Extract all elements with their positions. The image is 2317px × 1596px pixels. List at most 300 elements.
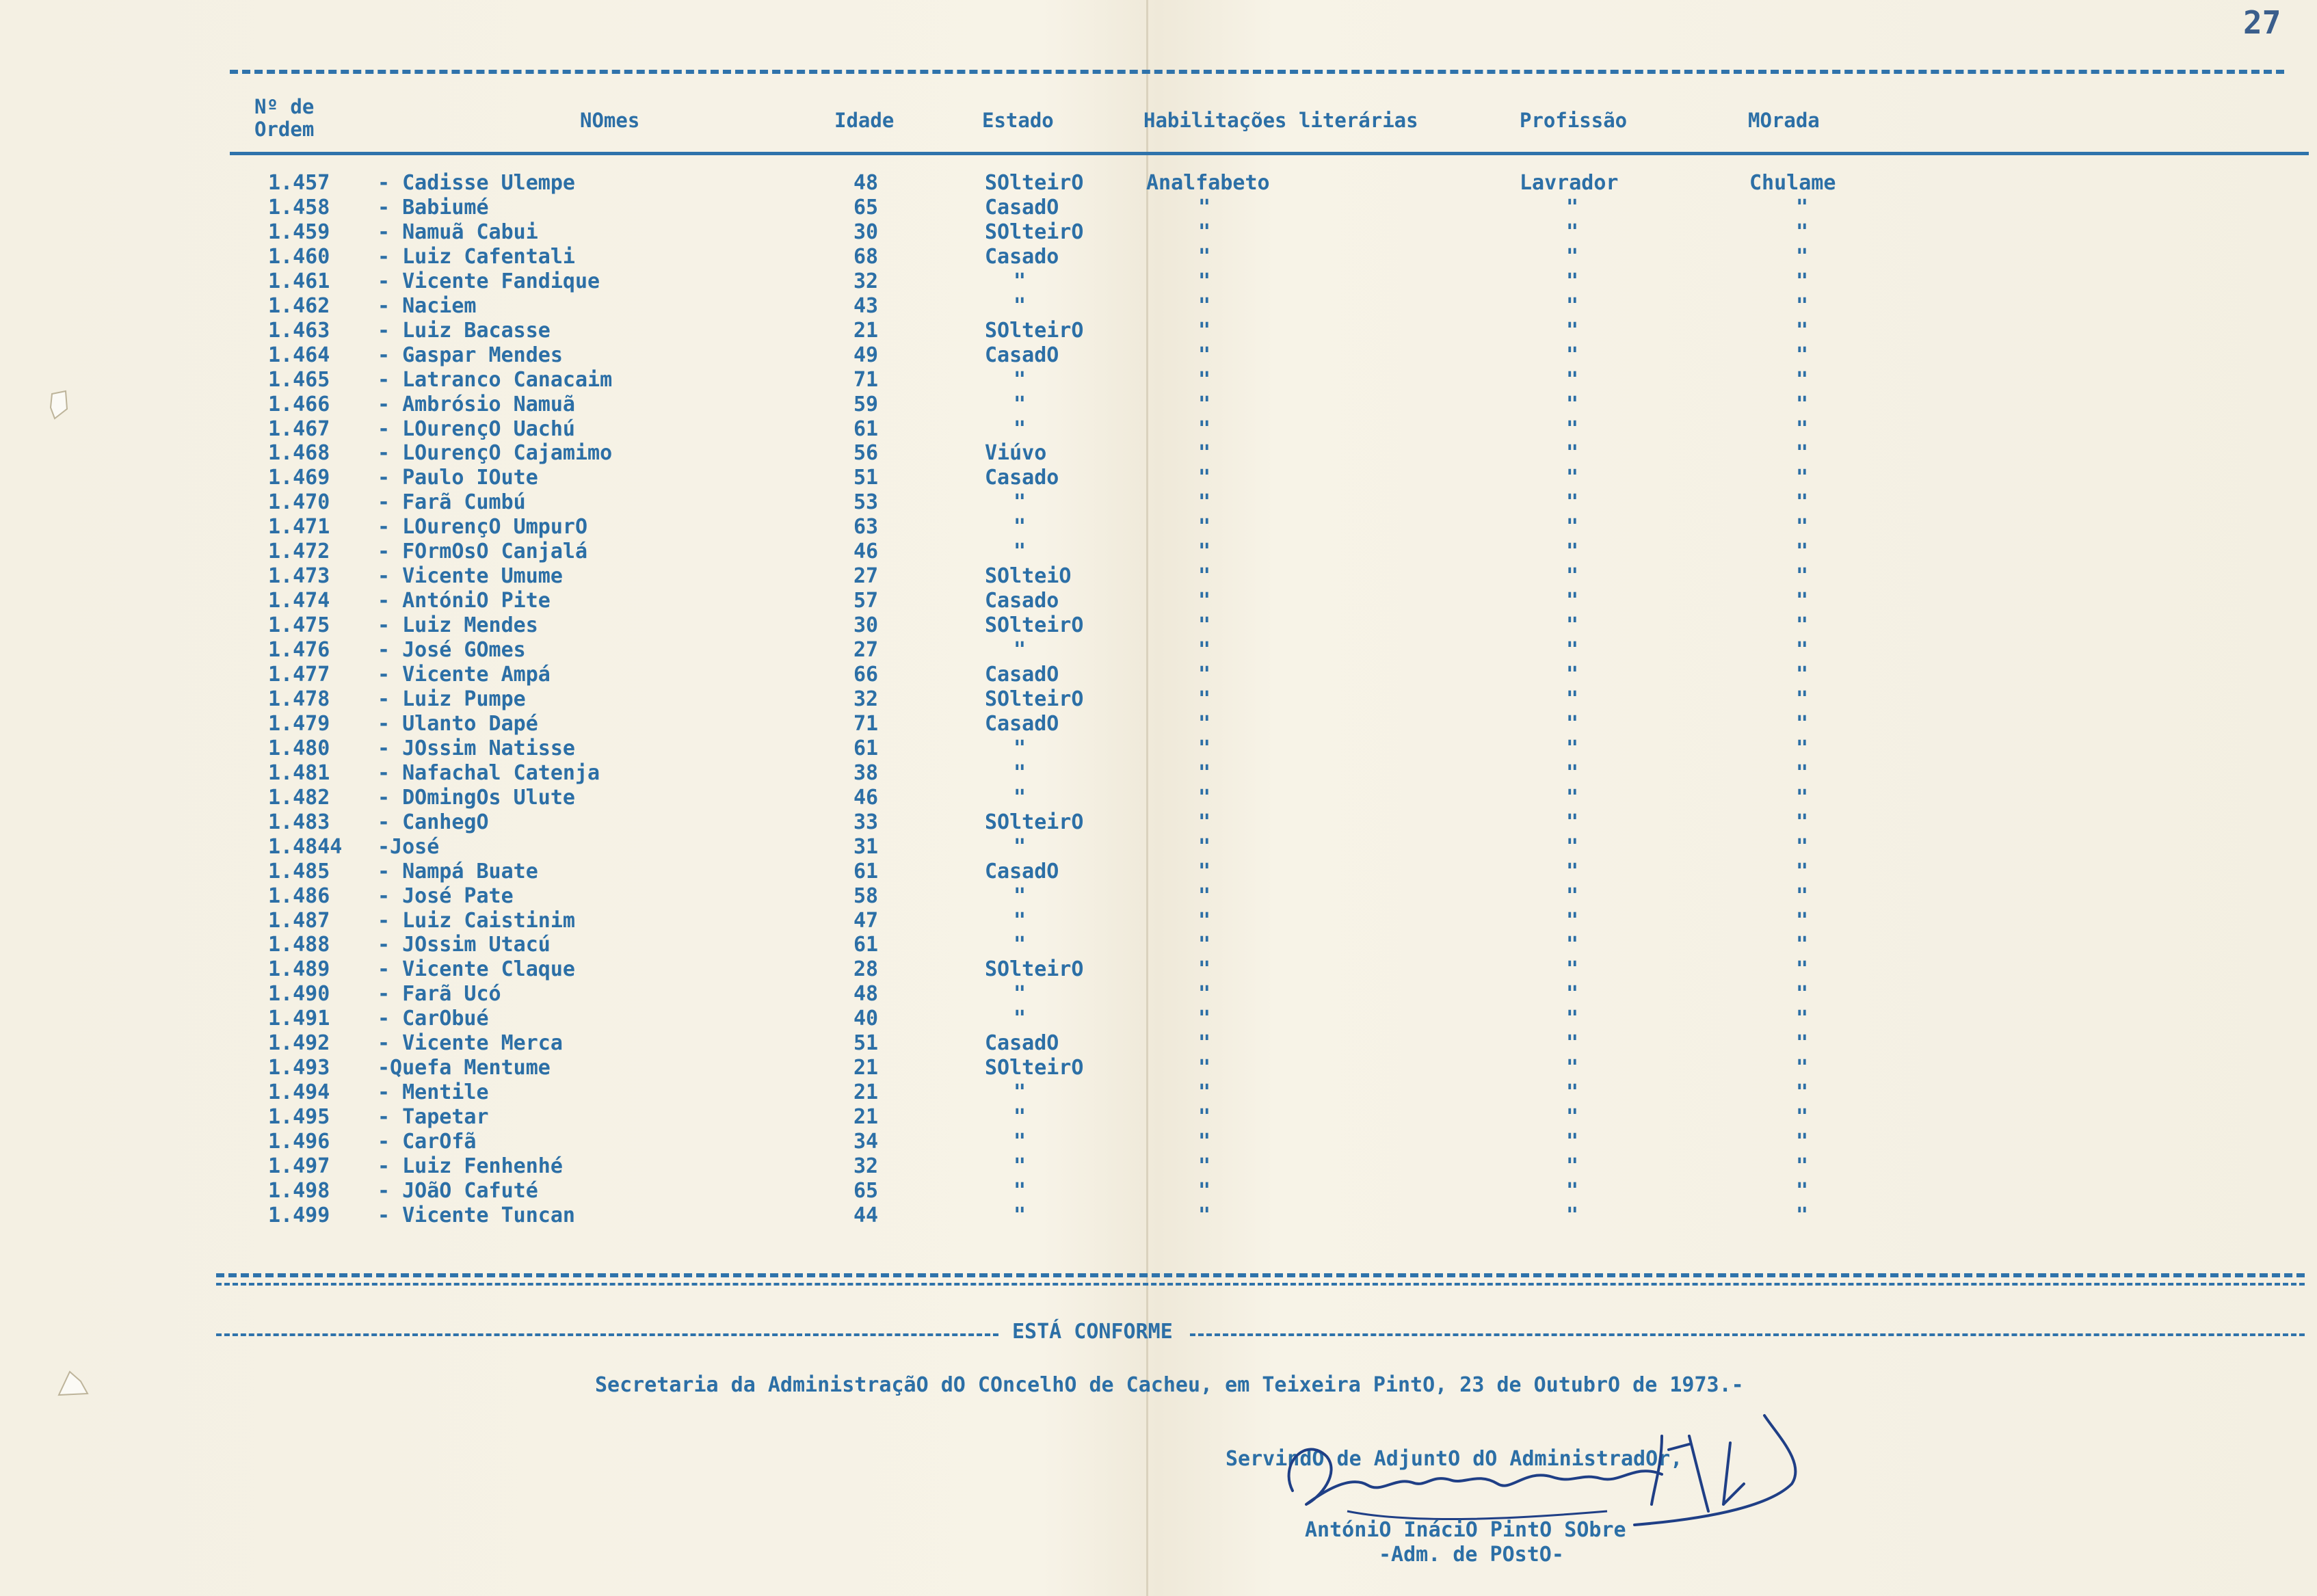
person-name: - LOurençO UmpurO <box>378 515 588 540</box>
order-number: 1.467 <box>268 416 330 441</box>
profession-value: " <box>1566 343 1579 367</box>
table-row <box>0 220 2317 245</box>
residence-value: " <box>1796 1105 1809 1130</box>
profession-value: " <box>1566 244 1579 269</box>
profession-value: " <box>1566 1007 1579 1031</box>
residence-value: " <box>1796 933 1809 957</box>
signer-name: AntóniO InáciO PintO SObre <box>1305 1518 1626 1542</box>
table-row <box>0 393 2317 417</box>
literacy-value: " <box>1198 1178 1211 1203</box>
table-row <box>0 736 2317 761</box>
literacy-value: " <box>1198 490 1211 515</box>
person-name: - LOurençO Cajamimo <box>378 441 613 466</box>
header-idade: Idade <box>834 109 895 132</box>
age-value: 48 <box>853 982 879 1007</box>
order-number: 1.476 <box>268 638 330 663</box>
residence-value: " <box>1796 244 1809 269</box>
literacy-value: " <box>1198 687 1211 711</box>
profession-value: " <box>1566 195 1579 220</box>
person-name: - Latranco Canacaim <box>378 367 613 392</box>
residence-value: " <box>1796 195 1809 220</box>
residence-value: " <box>1796 760 1809 785</box>
profession-value: " <box>1566 687 1579 711</box>
person-name: - Vicente Merca <box>378 1031 563 1056</box>
literacy-value: " <box>1198 589 1211 613</box>
table-row <box>0 933 2317 957</box>
person-name: - Vicente Claque <box>378 957 575 982</box>
residence-value: " <box>1796 367 1809 392</box>
profession-value: " <box>1566 785 1579 810</box>
civil-status: Viúvo <box>985 441 1047 466</box>
age-value: 71 <box>853 367 879 392</box>
table-row <box>0 1130 2317 1154</box>
person-name: -José <box>378 834 440 859</box>
civil-status: SOlteirO <box>985 687 1084 711</box>
profession-value: " <box>1566 613 1579 638</box>
table-row <box>0 368 2317 393</box>
civil-status: " <box>1014 392 1027 416</box>
profession-value: " <box>1566 957 1579 982</box>
table-row <box>0 1203 2317 1228</box>
profession-value: Lavrador <box>1520 171 1619 195</box>
header-underline <box>230 152 2309 155</box>
literacy-value: " <box>1198 1105 1211 1130</box>
civil-status: SOlteirO <box>985 957 1084 982</box>
order-number: 1.469 <box>268 466 330 490</box>
header-profissao: Profissão <box>1520 109 1628 132</box>
literacy-value: " <box>1198 982 1211 1007</box>
age-value: 61 <box>853 416 879 441</box>
header-morada: MOrada <box>1748 109 1820 132</box>
order-number: 1.481 <box>268 760 330 785</box>
order-number: 1.472 <box>268 540 330 564</box>
age-value: 44 <box>853 1203 879 1227</box>
table-row <box>0 982 2317 1007</box>
profession-value: " <box>1566 318 1579 343</box>
table-row <box>0 564 2317 589</box>
profession-value: " <box>1566 589 1579 613</box>
table-row <box>0 171 2317 196</box>
person-name: - Gaspar Mendes <box>378 343 563 367</box>
civil-status: CasadO <box>985 1031 1059 1056</box>
civil-status: " <box>1014 760 1027 785</box>
signer-title: -Adm. de POstO- <box>1379 1543 1564 1567</box>
table-row <box>0 884 2317 909</box>
order-number: 1.4844 <box>268 834 343 859</box>
table-row <box>0 613 2317 638</box>
civil-status: " <box>1014 883 1027 908</box>
age-value: 30 <box>853 220 879 244</box>
age-value: 49 <box>853 343 879 367</box>
signer-role: ServindO de AdjuntO dO AdministradOr, <box>1226 1447 1683 1471</box>
order-number: 1.478 <box>268 687 330 711</box>
order-number: 1.473 <box>268 564 330 589</box>
literacy-value: " <box>1198 466 1211 490</box>
literacy-value: " <box>1198 883 1211 908</box>
person-name: - Luiz Cafentali <box>378 244 575 269</box>
profession-value: " <box>1566 441 1579 466</box>
age-value: 71 <box>853 711 879 736</box>
literacy-value: " <box>1198 711 1211 736</box>
person-name: - JOãO Cafuté <box>378 1178 538 1203</box>
table-row <box>0 1105 2317 1130</box>
residence-value: " <box>1796 1007 1809 1031</box>
age-value: 47 <box>853 908 879 933</box>
residence-value: " <box>1796 564 1809 589</box>
order-number: 1.480 <box>268 736 330 760</box>
residence-value: " <box>1796 269 1809 293</box>
order-number: 1.479 <box>268 711 330 736</box>
age-value: 65 <box>853 195 879 220</box>
civil-status: " <box>1014 515 1027 540</box>
conforme-label: ESTÁ CONFORME <box>1012 1320 1173 1344</box>
person-name: - Farã Ucó <box>378 982 501 1007</box>
literacy-value: " <box>1198 908 1211 933</box>
person-name: - Naciem <box>378 293 477 318</box>
order-number: 1.462 <box>268 293 330 318</box>
age-value: 61 <box>853 736 879 760</box>
profession-value: " <box>1566 982 1579 1007</box>
age-value: 27 <box>853 564 879 589</box>
table-row <box>0 909 2317 933</box>
header-ordem: Nº de Ordem <box>254 95 315 141</box>
age-value: 68 <box>853 244 879 269</box>
order-number: 1.499 <box>268 1203 330 1227</box>
civil-status: " <box>1014 785 1027 810</box>
literacy-value: " <box>1198 663 1211 687</box>
profession-value: " <box>1566 269 1579 293</box>
profession-value: " <box>1566 834 1579 859</box>
age-value: 56 <box>853 441 879 466</box>
bottom-rule-2 <box>216 1283 2305 1286</box>
civil-status: SOlteirO <box>985 171 1084 195</box>
order-number: 1.488 <box>268 933 330 957</box>
literacy-value: Analfabeto <box>1146 171 1270 195</box>
person-name: - Vicente Ampá <box>378 663 551 687</box>
person-name: - JOssim Natisse <box>378 736 575 760</box>
person-name: - Namuã Cabui <box>378 220 538 244</box>
age-value: 21 <box>853 1105 879 1130</box>
age-value: 34 <box>853 1130 879 1154</box>
person-name: - Luiz Bacasse <box>378 318 551 343</box>
literacy-value: " <box>1198 760 1211 785</box>
order-number: 1.464 <box>268 343 330 367</box>
person-name: - Paulo IOute <box>378 466 538 490</box>
civil-status: SOlteirO <box>985 810 1084 834</box>
civil-status: " <box>1014 490 1027 515</box>
civil-status: " <box>1014 1007 1027 1031</box>
profession-value: " <box>1566 466 1579 490</box>
age-value: 32 <box>853 1154 879 1178</box>
literacy-value: " <box>1198 441 1211 466</box>
table-row <box>0 786 2317 810</box>
literacy-value: " <box>1198 1080 1211 1105</box>
literacy-value: " <box>1198 540 1211 564</box>
profession-value: " <box>1566 293 1579 318</box>
order-number: 1.493 <box>268 1056 330 1080</box>
table-row <box>0 1179 2317 1203</box>
civil-status: Casado <box>985 466 1059 490</box>
civil-status: " <box>1014 1154 1027 1178</box>
table-row <box>0 957 2317 982</box>
order-number: 1.477 <box>268 663 330 687</box>
age-value: 65 <box>853 1178 879 1203</box>
person-name: - CarOfã <box>378 1130 477 1154</box>
profession-value: " <box>1566 515 1579 540</box>
person-name: - DOmingOs Ulute <box>378 785 575 810</box>
literacy-value: " <box>1198 269 1211 293</box>
residence-value: " <box>1796 293 1809 318</box>
order-number: 1.496 <box>268 1130 330 1154</box>
person-name: - Vicente Fandique <box>378 269 600 293</box>
civil-status: Casado <box>985 244 1059 269</box>
order-number: 1.461 <box>268 269 330 293</box>
profession-value: " <box>1566 859 1579 883</box>
profession-value: " <box>1566 883 1579 908</box>
residence-value: " <box>1796 1154 1809 1178</box>
age-value: 27 <box>853 638 879 663</box>
literacy-value: " <box>1198 392 1211 416</box>
civil-status: CasadO <box>985 195 1059 220</box>
civil-status: CasadO <box>985 859 1059 883</box>
profession-value: " <box>1566 1056 1579 1080</box>
profession-value: " <box>1566 1178 1579 1203</box>
residence-value: " <box>1796 1056 1809 1080</box>
table-row <box>0 515 2317 540</box>
order-number: 1.458 <box>268 195 330 220</box>
person-name: - LOurençO Uachú <box>378 416 575 441</box>
header-nomes: NOmes <box>580 109 640 132</box>
table-row <box>0 1056 2317 1080</box>
age-value: 43 <box>853 293 879 318</box>
table-row <box>0 196 2317 220</box>
literacy-value: " <box>1198 367 1211 392</box>
age-value: 28 <box>853 957 879 982</box>
age-value: 32 <box>853 687 879 711</box>
literacy-value: " <box>1198 220 1211 244</box>
civil-status: SOlteirO <box>985 613 1084 638</box>
person-name: - Babiumé <box>378 195 489 220</box>
table-row <box>0 835 2317 860</box>
civil-status: CasadO <box>985 343 1059 367</box>
civil-status: SOlteirO <box>985 318 1084 343</box>
civil-status: " <box>1014 982 1027 1007</box>
civil-status: " <box>1014 367 1027 392</box>
civil-status: CasadO <box>985 711 1059 736</box>
age-value: 48 <box>853 171 879 195</box>
age-value: 59 <box>853 392 879 416</box>
civil-status: " <box>1014 269 1027 293</box>
civil-status: " <box>1014 736 1027 760</box>
person-name: - José Pate <box>378 883 514 908</box>
table-row <box>0 810 2317 835</box>
literacy-value: " <box>1198 1154 1211 1178</box>
header-habilitacoes: Habilitações literárias <box>1143 109 1418 132</box>
literacy-value: " <box>1198 293 1211 318</box>
residence-value: " <box>1796 490 1809 515</box>
residence-value: " <box>1796 466 1809 490</box>
residence-value: " <box>1796 589 1809 613</box>
bottom-rule-1 <box>216 1273 2305 1277</box>
order-number: 1.466 <box>268 392 330 416</box>
person-name: - Vicente Umume <box>378 564 563 589</box>
residence-value: " <box>1796 1203 1809 1227</box>
civil-status: " <box>1014 540 1027 564</box>
order-number: 1.465 <box>268 367 330 392</box>
residence-value: " <box>1796 392 1809 416</box>
table-row <box>0 687 2317 712</box>
table-row <box>0 1007 2317 1031</box>
residence-value: " <box>1796 441 1809 466</box>
civil-status: SOlteirO <box>985 1056 1084 1080</box>
profession-value: " <box>1566 392 1579 416</box>
table-row <box>0 245 2317 269</box>
residence-value: " <box>1796 613 1809 638</box>
table-row <box>0 540 2317 564</box>
residence-value: " <box>1796 416 1809 441</box>
table-row <box>0 466 2317 490</box>
residence-value: " <box>1796 883 1809 908</box>
literacy-value: " <box>1198 564 1211 589</box>
age-value: 40 <box>853 1007 879 1031</box>
profession-value: " <box>1566 933 1579 957</box>
residence-value: " <box>1796 515 1809 540</box>
civil-status: " <box>1014 908 1027 933</box>
table-row <box>0 761 2317 786</box>
profession-value: " <box>1566 490 1579 515</box>
order-number: 1.490 <box>268 982 330 1007</box>
person-name: - Ulanto Dapé <box>378 711 538 736</box>
table-row <box>0 343 2317 368</box>
person-name: - AntóniO Pite <box>378 589 551 613</box>
residence-value: " <box>1796 318 1809 343</box>
order-number: 1.457 <box>268 171 330 195</box>
age-value: 66 <box>853 663 879 687</box>
table-row <box>0 441 2317 466</box>
residence-value: " <box>1796 982 1809 1007</box>
profession-value: " <box>1566 564 1579 589</box>
person-name: - Luiz Caistinim <box>378 908 575 933</box>
residence-value: " <box>1796 810 1809 834</box>
profession-value: " <box>1566 663 1579 687</box>
age-value: 63 <box>853 515 879 540</box>
civil-status: " <box>1014 1130 1027 1154</box>
profession-value: " <box>1566 1154 1579 1178</box>
residence-value: " <box>1796 1031 1809 1056</box>
person-name: - FOrmOsO Canjalá <box>378 540 588 564</box>
profession-value: " <box>1566 416 1579 441</box>
residence-value: " <box>1796 1178 1809 1203</box>
civil-status: " <box>1014 638 1027 663</box>
age-value: 21 <box>853 1080 879 1105</box>
place-date: Secretaria da AdministraçãO dO COncelhO de Cacheu, em Teixeira PintO, 23 de OutubrO de 1973.- <box>595 1373 1744 1397</box>
person-name: -Quefa Mentume <box>378 1056 551 1080</box>
literacy-value: " <box>1198 416 1211 441</box>
table-row <box>0 417 2317 442</box>
age-value: 21 <box>853 1056 879 1080</box>
civil-status: " <box>1014 834 1027 859</box>
civil-status: SOlteiO <box>985 564 1072 589</box>
literacy-value: " <box>1198 638 1211 663</box>
literacy-value: " <box>1198 1031 1211 1056</box>
literacy-value: " <box>1198 244 1211 269</box>
conforme-rule-right <box>1190 1333 2305 1336</box>
civil-status: SOlteirO <box>985 220 1084 244</box>
conforme-rule-left <box>216 1333 998 1336</box>
civil-status: CasadO <box>985 663 1059 687</box>
civil-status: " <box>1014 1178 1027 1203</box>
literacy-value: " <box>1198 785 1211 810</box>
age-value: 53 <box>853 490 879 515</box>
literacy-value: " <box>1198 736 1211 760</box>
age-value: 57 <box>853 589 879 613</box>
table-row <box>0 638 2317 663</box>
literacy-value: " <box>1198 1130 1211 1154</box>
order-number: 1.474 <box>268 589 330 613</box>
age-value: 46 <box>853 785 879 810</box>
table-row <box>0 1080 2317 1105</box>
order-number: 1.497 <box>268 1154 330 1178</box>
order-number: 1.494 <box>268 1080 330 1105</box>
order-number: 1.483 <box>268 810 330 834</box>
age-value: 58 <box>853 883 879 908</box>
order-number: 1.468 <box>268 441 330 466</box>
age-value: 38 <box>853 760 879 785</box>
table-row <box>0 490 2317 515</box>
table-row <box>0 269 2317 294</box>
order-number: 1.460 <box>268 244 330 269</box>
literacy-value: " <box>1198 195 1211 220</box>
profession-value: " <box>1566 711 1579 736</box>
residence-value: " <box>1796 540 1809 564</box>
residence-value: " <box>1796 908 1809 933</box>
table-row <box>0 1154 2317 1179</box>
person-name: - Tapetar <box>378 1105 489 1130</box>
order-number: 1.492 <box>268 1031 330 1056</box>
order-number: 1.463 <box>268 318 330 343</box>
civil-status: Casado <box>985 589 1059 613</box>
order-number: 1.495 <box>268 1105 330 1130</box>
literacy-value: " <box>1198 515 1211 540</box>
literacy-value: " <box>1198 318 1211 343</box>
order-number: 1.471 <box>268 515 330 540</box>
table-row <box>0 712 2317 736</box>
order-number: 1.498 <box>268 1178 330 1203</box>
profession-value: " <box>1566 908 1579 933</box>
table-row <box>0 860 2317 884</box>
punch-hole-top <box>45 388 72 423</box>
age-value: 21 <box>853 318 879 343</box>
person-name: - Ambrósio Namuã <box>378 392 575 416</box>
person-name: - Luiz Fenhenhé <box>378 1154 563 1178</box>
profession-value: " <box>1566 367 1579 392</box>
residence-value: " <box>1796 957 1809 982</box>
profession-value: " <box>1566 810 1579 834</box>
age-value: 51 <box>853 1031 879 1056</box>
person-name: - Vicente Tuncan <box>378 1203 575 1227</box>
person-name: - Nampá Buate <box>378 859 538 883</box>
residence-value: " <box>1796 220 1809 244</box>
residence-value: " <box>1796 785 1809 810</box>
profession-value: " <box>1566 220 1579 244</box>
table-row <box>0 589 2317 613</box>
civil-status: " <box>1014 293 1027 318</box>
literacy-value: " <box>1198 1007 1211 1031</box>
person-name: - Cadisse Ulempe <box>378 171 575 195</box>
residence-value: " <box>1796 1130 1809 1154</box>
age-value: 61 <box>853 933 879 957</box>
residence-value: Chulame <box>1749 171 1836 195</box>
